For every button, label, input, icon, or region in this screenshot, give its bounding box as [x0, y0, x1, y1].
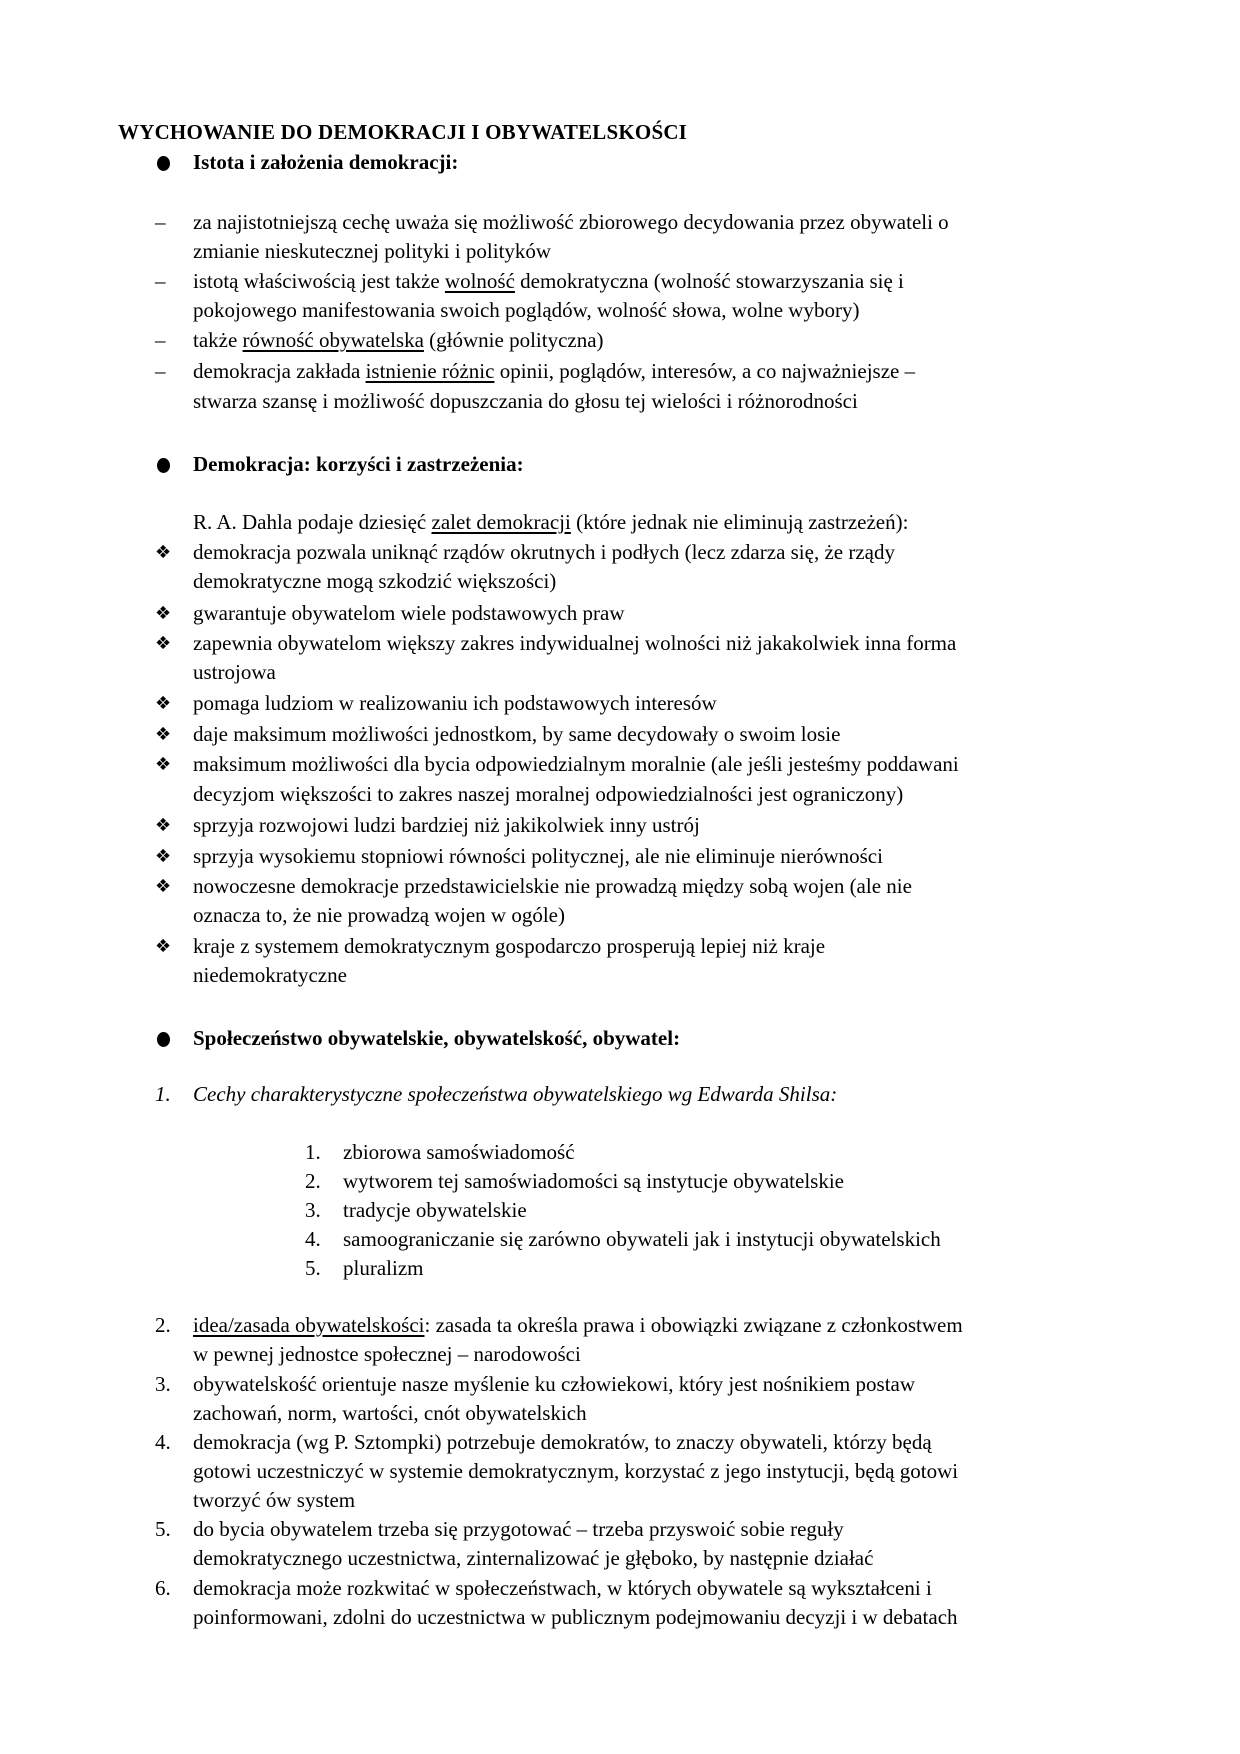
list-item-text: sprzyja rozwojowi ludzi bardziej niż jakikolwiek inny ustrój	[193, 813, 700, 837]
list-item-text: zmianie nieskutecznej polityki i polityków	[193, 239, 552, 263]
list-item-text: : zasada ta określa prawa i obowiązki związane z członkostwem	[424, 1313, 963, 1337]
list-item-text: istotą właściwością jest także	[193, 269, 445, 293]
sub-list-item-text: wytworem tej samoświadomości są instytucje obywatelskie	[343, 1169, 844, 1193]
list-item-text: obywatelskość orientuje nasze myślenie ku człowiekowi, który jest nośnikiem postaw	[193, 1372, 916, 1396]
intro-text: (które jednak nie eliminują zastrzeżeń):	[570, 510, 909, 534]
list-item	[193, 357, 915, 386]
underlined-term: istnienie różnic	[365, 359, 495, 383]
list-item-text: demokratyczna (wolność stowarzyszania się i	[514, 269, 904, 293]
list-item-text: za najistotniejszą cechę uważa się możliwość zbiorowego decydowania przez obywateli o	[193, 210, 949, 234]
list-item-text: demokratycznego uczestnictwa, zinternalizować je głęboko, by następnie działać	[193, 1546, 874, 1570]
list-item-text: maksimum możliwości dla bycia odpowiedzialnym moralnie (ale jeśli jesteśmy poddawani	[193, 752, 959, 776]
diamond-bullet-icon: ❖	[155, 936, 172, 957]
underlined-term: wolność	[444, 269, 515, 293]
diamond-bullet-icon: ❖	[155, 754, 172, 775]
list-item-text: poinformowani, zdolni do uczestnictwa w publicznym podejmowaniu decyzji i w debatach	[193, 1605, 958, 1629]
list-item-text: opinii, poglądów, interesów, a co najważniejsze –	[494, 359, 916, 383]
sub-list-item-text: tradycje obywatelskie	[343, 1198, 527, 1222]
list-item-text: demokracja zakłada	[193, 359, 366, 383]
intro-paragraph	[193, 508, 908, 537]
diamond-bullet-icon: ❖	[155, 542, 172, 563]
list-item-text: gwarantuje obywatelom wiele podstawowych praw	[193, 601, 625, 625]
dash-icon: –	[155, 269, 166, 293]
list-item-text: decyzjom większości to zakres naszej moralnej odpowiedzialności jest ograniczony)	[193, 782, 904, 806]
bullet-dot-icon	[157, 156, 170, 171]
list-item-text: w pewnej jednostce społecznej – narodowości	[193, 1342, 581, 1366]
list-item-text: Cechy charakterystyczne społeczeństwa obywatelskiego wg Edwarda Shilsa:	[193, 1082, 838, 1106]
section-heading-1: Istota i założenia demokracji:	[193, 150, 459, 174]
underlined-term: idea/zasada obywatelskości	[193, 1313, 425, 1337]
section-heading-3: Społeczeństwo obywatelskie, obywatelskość, obywatel:	[193, 1026, 681, 1050]
list-item-text: do bycia obywatelem trzeba się przygotować – trzeba przyswoić sobie reguły	[193, 1517, 844, 1541]
sub-list-number: 4.	[305, 1227, 321, 1251]
diamond-bullet-icon: ❖	[155, 633, 172, 654]
list-number: 3.	[155, 1372, 171, 1396]
underlined-term: zalet demokracji	[431, 510, 571, 534]
intro-text: R. A. Dahla podaje dziesięć	[193, 510, 432, 534]
list-item-text: nowoczesne demokracje przedstawicielskie nie prowadzą między sobą wojen (ale nie	[193, 874, 912, 898]
sub-list-number: 1.	[305, 1140, 321, 1164]
sub-list-item-text: zbiorowa samoświadomość	[343, 1140, 575, 1164]
list-item-text: pomaga ludziom w realizowaniu ich podstawowych interesów	[193, 691, 717, 715]
list-item-text: demokratyczne mogą szkodzić większości)	[193, 569, 557, 593]
diamond-bullet-icon: ❖	[155, 693, 172, 714]
list-item-text: ustrojowa	[193, 660, 276, 684]
list-number: 1.	[155, 1082, 171, 1106]
diamond-bullet-icon: ❖	[155, 724, 172, 745]
sub-list-item-text: samoograniczanie się zarówno obywateli jak i instytucji obywatelskich	[343, 1227, 941, 1251]
list-item	[193, 1311, 963, 1340]
dash-icon: –	[155, 359, 166, 383]
list-item-text: (głównie polityczna)	[423, 328, 604, 352]
list-item-text: tworzyć ów system	[193, 1488, 356, 1512]
list-number: 6.	[155, 1576, 171, 1600]
sub-list-number: 5.	[305, 1256, 321, 1280]
list-number: 4.	[155, 1430, 171, 1454]
list-item-text: także	[193, 328, 243, 352]
document-title: WYCHOWANIE DO DEMOKRACJI I OBYWATELSKOŚCI	[118, 120, 688, 144]
bullet-dot-icon	[157, 458, 170, 473]
list-item-text: stwarza szansę i możliwość dopuszczania do głosu tej wielości i różnorodności	[193, 389, 858, 413]
list-item-text: kraje z systemem demokratycznym gospodarczo prosperują lepiej niż kraje	[193, 934, 826, 958]
list-item-text: demokracja pozwala uniknąć rządów okrutnych i podłych (lecz zdarza się, że rządy	[193, 540, 895, 564]
underlined-term: równość obywatelska	[242, 328, 424, 352]
list-item-text: gotowi uczestniczyć w systemie demokratycznym, korzystać z jego instytucji, będą gotowi	[193, 1459, 959, 1483]
list-item-text: niedemokratyczne	[193, 963, 347, 987]
dash-icon: –	[155, 328, 166, 352]
sub-list-number: 3.	[305, 1198, 321, 1222]
list-number: 2.	[155, 1313, 171, 1337]
list-item-text: sprzyja wysokiemu stopniowi równości politycznej, ale nie eliminuje nierówności	[193, 844, 883, 868]
list-item-text: oznacza to, że nie prowadzą wojen w ogóle)	[193, 903, 565, 927]
section-heading-2: Demokracja: korzyści i zastrzeżenia:	[193, 452, 524, 476]
list-item-text: demokracja może rozkwitać w społeczeństwach, w których obywatele są wykształceni i	[193, 1576, 932, 1600]
list-item-text: daje maksimum możliwości jednostkom, by same decydowały o swoim losie	[193, 722, 841, 746]
dash-icon: –	[155, 210, 166, 234]
diamond-bullet-icon: ❖	[155, 876, 172, 897]
diamond-bullet-icon: ❖	[155, 603, 172, 624]
list-item	[193, 326, 604, 355]
list-item-text: zapewnia obywatelom większy zakres indywidualnej wolności niż jakakolwiek inna forma	[193, 631, 957, 655]
diamond-bullet-icon: ❖	[155, 846, 172, 867]
list-number: 5.	[155, 1517, 171, 1541]
sub-list-item-text: pluralizm	[343, 1256, 424, 1280]
sub-list-number: 2.	[305, 1169, 321, 1193]
list-item-text: pokojowego manifestowania swoich poglądów, wolność słowa, wolne wybory)	[193, 298, 860, 322]
list-item	[193, 267, 904, 296]
list-item-text: demokracja (wg P. Sztompki) potrzebuje demokratów, to znaczy obywateli, którzy będą	[193, 1430, 932, 1454]
bullet-dot-icon	[157, 1032, 170, 1047]
list-item-text: zachowań, norm, wartości, cnót obywatelskich	[193, 1401, 587, 1425]
diamond-bullet-icon: ❖	[155, 815, 172, 836]
